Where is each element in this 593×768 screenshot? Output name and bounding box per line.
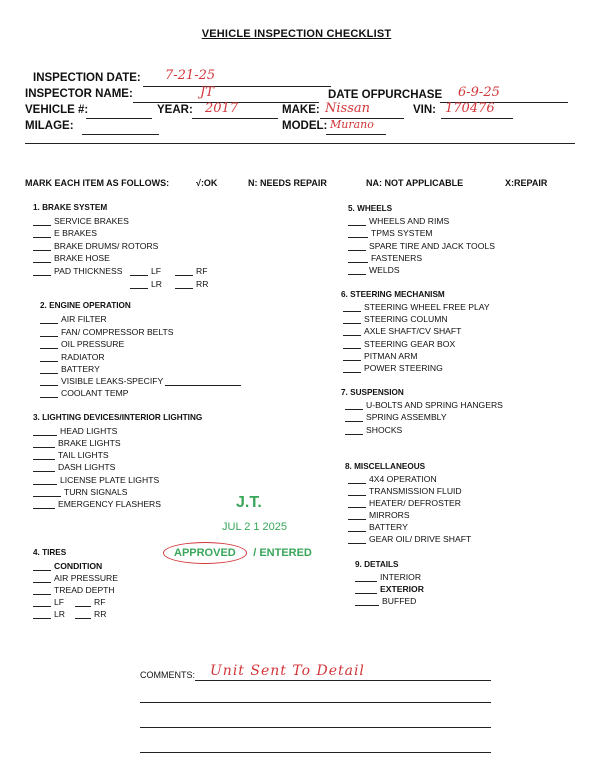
tires-title: 4. TIRES (33, 548, 67, 557)
check-item[interactable]: LICENSE PLATE LIGHTS (33, 475, 159, 485)
check-item[interactable]: AXLE SHAFT/CV SHAFT (343, 326, 461, 336)
milage-label: MILAGE: (25, 120, 74, 132)
date-of-purchase-value[interactable]: 6-9-25 (458, 85, 500, 100)
check-item[interactable]: BRAKE DRUMS/ ROTORS (33, 241, 158, 251)
check-item[interactable]: SPRING ASSEMBLY (345, 412, 447, 422)
check-item[interactable]: STEERING WHEEL FREE PLAY (343, 302, 490, 312)
check-item[interactable]: AIR PRESSURE (33, 573, 118, 583)
check-item[interactable]: FASTENERS (348, 253, 422, 263)
legend-repair: X:REPAIR (505, 178, 548, 188)
tire-lr[interactable]: LR (33, 609, 65, 619)
pad-rr[interactable]: RR (175, 279, 208, 289)
check-item[interactable]: OIL PRESSURE (40, 339, 124, 349)
tire-lf[interactable]: LF (33, 597, 64, 607)
check-item[interactable]: BRAKE HOSE (33, 253, 110, 263)
check-item[interactable]: EMERGENCY FLASHERS (33, 499, 161, 509)
inspector-name-label: INSPECTOR NAME: (25, 88, 133, 100)
legend-ok: √:OK (196, 178, 218, 188)
check-item[interactable]: VISIBLE LEAKS-SPECIFY (40, 376, 244, 386)
tire-rf[interactable]: RF (75, 597, 105, 607)
details-title: 9. DETAILS (355, 560, 399, 569)
model-value[interactable]: Murano (330, 118, 374, 131)
inspection-date-label: INSPECTION DATE: (33, 72, 141, 84)
suspension-title: 7. SUSPENSION (341, 388, 404, 397)
year-label: YEAR: (157, 104, 193, 116)
check-item[interactable]: RADIATOR (40, 352, 105, 362)
check-item[interactable]: STEERING COLUMN (343, 314, 448, 324)
vin-label: VIN: (413, 104, 436, 116)
check-item[interactable]: WHEELS AND RIMS (348, 216, 449, 226)
vehicle-number-label: VEHICLE #: (25, 104, 89, 116)
legend-intro: MARK EACH ITEM AS FOLLOWS: (25, 178, 170, 188)
steering-title: 6. STEERING MECHANISM (341, 290, 445, 299)
check-item[interactable]: TAIL LIGHTS (33, 450, 109, 460)
check-item[interactable]: BUFFED (355, 596, 416, 606)
stamp-date: JUL 2 1 2025 (222, 521, 288, 533)
pad-thickness-item[interactable]: PAD THICKNESS (33, 266, 122, 276)
check-item[interactable]: TREAD DEPTH (33, 585, 115, 595)
check-item[interactable]: TRANSMISSION FLUID (348, 486, 462, 496)
date-of-purchase-label: DATE OFPURCHASE (328, 89, 443, 101)
model-label: MODEL: (282, 120, 328, 132)
make-label: MAKE: (282, 104, 320, 116)
miscellaneous-title: 8. MISCELLANEOUS (345, 462, 426, 471)
legend-needs-repair: N: NEEDS REPAIR (248, 178, 327, 188)
header-divider (25, 143, 575, 144)
check-item[interactable]: INTERIOR (355, 572, 421, 582)
comments-label: COMMENTS: (140, 670, 195, 680)
check-item[interactable]: CONDITION (33, 561, 102, 571)
legend-not-applicable: NA: NOT APPLICABLE (366, 178, 464, 188)
comments-text[interactable]: Unit Sent To Detail (210, 663, 365, 679)
approved-stamp (163, 543, 312, 561)
check-item[interactable]: BATTERY (40, 364, 100, 374)
form-title: VEHICLE INSPECTION CHECKLIST (201, 28, 392, 40)
check-item[interactable]: SHOCKS (345, 425, 402, 435)
check-item[interactable]: PITMAN ARM (343, 351, 417, 361)
vin-value[interactable]: 170476 (445, 101, 495, 116)
pad-rf[interactable]: RF (175, 266, 207, 276)
check-item[interactable]: STEERING GEAR BOX (343, 339, 455, 349)
make-value[interactable]: Nissan (325, 101, 370, 116)
check-item[interactable]: U-BOLTS AND SPRING HANGERS (345, 400, 503, 410)
inspector-name-value[interactable]: JT (200, 85, 214, 100)
check-item[interactable]: E BRAKES (33, 228, 97, 238)
vehicle-number-line (86, 118, 152, 119)
comment-line (195, 680, 491, 681)
check-item[interactable]: HEAD LIGHTS (33, 426, 117, 436)
comment-line (140, 727, 491, 728)
model-line (326, 134, 386, 135)
check-item[interactable]: SPARE TIRE AND JACK TOOLS (348, 241, 495, 251)
check-item[interactable]: FAN/ COMPRESSOR BELTS (40, 327, 174, 337)
milage-line (82, 134, 159, 135)
brake-system-title: 1. BRAKE SYSTEM (33, 203, 108, 212)
check-item[interactable]: SERVICE BRAKES (33, 216, 129, 226)
pad-lf[interactable]: LF (130, 266, 161, 276)
check-item[interactable]: AIR FILTER (40, 314, 107, 324)
year-line (192, 118, 278, 119)
lighting-title: 3. LIGHTING DEVICES/INTERIOR LIGHTING (33, 413, 203, 422)
vin-line (441, 118, 513, 119)
stamp-initials: J.T. (236, 494, 262, 511)
year-value[interactable]: 2017 (205, 101, 239, 116)
check-item[interactable]: POWER STEERING (343, 363, 443, 373)
check-item[interactable]: COOLANT TEMP (40, 388, 129, 398)
pad-lr[interactable]: LR (130, 279, 162, 289)
inspection-date-value[interactable]: 7-21-25 (165, 68, 216, 83)
check-item[interactable]: TURN SIGNALS (33, 487, 128, 497)
entered-text: / ENTERED (253, 547, 312, 559)
comment-line (140, 752, 491, 753)
comment-line (140, 702, 491, 703)
check-item[interactable]: GEAR OIL/ DRIVE SHAFT (348, 534, 471, 544)
check-item[interactable]: BATTERY (348, 522, 408, 532)
check-item[interactable]: EXTERIOR (355, 584, 424, 594)
check-item[interactable]: MIRRORS (348, 510, 410, 520)
approved-text: APPROVED (163, 542, 247, 564)
check-item[interactable]: 4X4 OPERATION (348, 474, 437, 484)
check-item[interactable]: HEATER/ DEFROSTER (348, 498, 461, 508)
engine-operation-title: 2. ENGINE OPERATION (40, 301, 131, 310)
check-item[interactable]: WELDS (348, 265, 400, 275)
inspection-date-line (143, 86, 331, 87)
check-item[interactable]: TPMS SYSTEM (348, 228, 433, 238)
tire-rr[interactable]: RR (75, 609, 106, 619)
check-item[interactable]: DASH LIGHTS (33, 462, 115, 472)
check-item[interactable]: BRAKE LIGHTS (33, 438, 121, 448)
wheels-title: 5. WHEELS (348, 204, 393, 213)
